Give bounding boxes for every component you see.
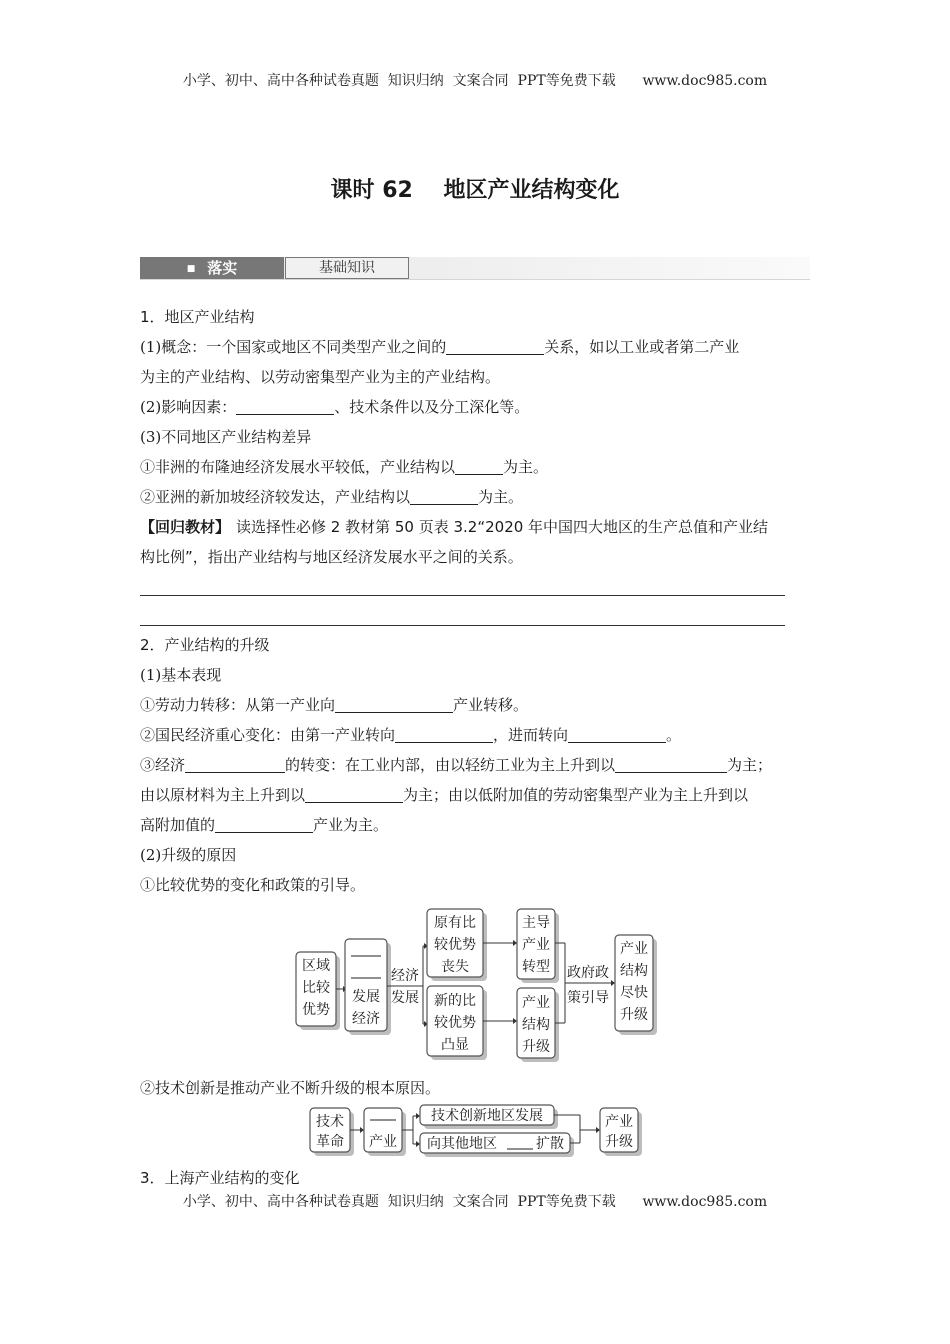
region-text-3: 优势	[302, 1002, 330, 1018]
upgrade-text-4: 升级	[620, 1007, 648, 1023]
textbook-review-line-1	[140, 512, 812, 542]
dev-text-1: 发展	[352, 989, 380, 1005]
text: 、技术条件以及分工深化等。	[334, 398, 530, 416]
answer-blank[interactable]	[236, 396, 334, 415]
ind-text-3: 升级	[522, 1039, 550, 1055]
dev-text-2: 经济	[352, 1011, 380, 1027]
s2-transform-line	[140, 750, 812, 780]
section-2	[140, 630, 812, 900]
lead-text-1: 主导	[522, 915, 550, 931]
ind-text-2: 结构	[522, 1017, 550, 1033]
text: 由以原材料为主上升到以	[140, 786, 306, 804]
s2-basic-line: (1)基本表现	[140, 666, 222, 684]
new-text-2: 较优势	[434, 1015, 476, 1031]
region-text-2: 比较	[302, 980, 330, 996]
s1-burundi-line	[140, 452, 812, 482]
banner-label-light: 基础知识	[285, 257, 409, 279]
lead-text-3: 转型	[522, 959, 550, 975]
new-text-3: 凸显	[441, 1037, 469, 1053]
econdev-text-2: 发展	[391, 990, 419, 1006]
tech-innovation-diagram	[305, 1104, 645, 1160]
s2-reason-1-line: ①比较优势的变化和政策的引导。	[140, 876, 366, 894]
text: 的转变：在工业内部，由以轻纺工业为主上升到以	[285, 756, 616, 774]
answer-line[interactable]	[140, 625, 785, 626]
text: 为主。	[478, 488, 524, 506]
text: ①劳动力转移：从第一产业向	[140, 696, 336, 714]
policy-text-1: 政府政	[567, 965, 609, 981]
upgrade-text-2: 结构	[620, 963, 648, 979]
tech-region-text: 技术创新地区发展	[431, 1108, 543, 1124]
new-text-1: 新的比	[434, 993, 476, 1009]
s2-highvalue-line	[140, 810, 812, 840]
text: ③经济	[140, 756, 186, 774]
section-1-heading: 1．地区产业结构	[140, 308, 255, 326]
industry-text: 产业	[369, 1134, 397, 1150]
answer-blank[interactable]	[185, 754, 285, 773]
text: ②国民经济重心变化：由第一产业转向	[140, 726, 396, 744]
upgrade-text-1: 产业	[620, 941, 648, 957]
section-2-heading: 2．产业结构的升级	[140, 636, 270, 654]
text: 高附加值的	[140, 816, 216, 834]
answer-blank[interactable]	[410, 486, 478, 505]
upgrade-flow-diagram	[290, 906, 670, 1066]
banner-dark-text: 落实	[207, 259, 238, 277]
econdev-text-1: 经济	[391, 968, 419, 984]
text: (2)影响因素：	[140, 398, 237, 416]
answer-blank[interactable]	[395, 724, 493, 743]
page-header: 小学、初中、高中各种试卷真题 知识归纳 文案合同 PPT等免费下载 www.doc985.com	[182, 73, 768, 89]
region-text-1: 区域	[302, 958, 330, 974]
tech-text-1: 技术	[316, 1114, 344, 1130]
text: 关系，如以工业或者第二产业	[544, 338, 740, 356]
answer-blank[interactable]	[455, 456, 503, 475]
text: (1)概念：一个国家或地区不同类型产业之间的	[140, 338, 447, 356]
diffusion-text-b: 扩散	[536, 1136, 564, 1152]
textbook-review-label: 【回归教材】	[140, 518, 231, 536]
page-title: 课时 62 地区产业结构变化	[330, 178, 620, 203]
answer-blank[interactable]	[335, 694, 453, 713]
text: 。	[666, 726, 682, 744]
text: 为主；	[727, 756, 773, 774]
lead-text-2: 产业	[522, 937, 550, 953]
answer-blank[interactable]	[568, 724, 666, 743]
up-text-2: 升级	[605, 1134, 633, 1150]
s2-reason-2	[140, 1073, 812, 1103]
text: 产业为主。	[313, 816, 389, 834]
diffusion-text-a: 向其他地区	[427, 1136, 497, 1152]
tech-text-2: 革命	[316, 1134, 344, 1150]
text: ①非洲的布隆迪经济发展水平较低，产业结构以	[140, 458, 456, 476]
answer-blank[interactable]	[615, 754, 727, 773]
answer-blank[interactable]	[215, 814, 313, 833]
square-bullet-icon: ■	[186, 264, 196, 274]
ind-text-1: 产业	[522, 995, 550, 1011]
section-1	[140, 302, 812, 572]
answer-line[interactable]	[140, 595, 785, 596]
text: 为主；由以低附加值的劳动密集型产业为主上升到以	[403, 786, 749, 804]
text: ②亚洲的新加坡经济较发达，产业结构以	[140, 488, 411, 506]
section-banner	[140, 257, 810, 280]
answer-blank[interactable]	[446, 336, 544, 355]
s2-material-line	[140, 780, 812, 810]
orig-text-2: 较优势	[434, 937, 476, 953]
text: 读选择性必修 2 教材第 50 页表 3.2“2020 年中国四大地区的生产总值和产业结	[236, 518, 769, 536]
policy-text-2: 策引导	[567, 990, 609, 1006]
s1-diff-line: (3)不同地区产业结构差异	[140, 428, 312, 446]
s2-labor-line	[140, 690, 812, 720]
s2-reason-line: (2)升级的原因	[140, 846, 237, 864]
upgrade-text-3: 尽快	[620, 985, 648, 1001]
s1-concept-line-2: 为主的产业结构、以劳动密集型产业为主的产业结构。	[140, 368, 501, 386]
up-text-1: 产业	[605, 1114, 633, 1130]
s1-singapore-line	[140, 482, 812, 512]
answer-blank[interactable]	[305, 784, 403, 803]
orig-text-1: 原有比	[434, 915, 476, 931]
section-3	[140, 1163, 812, 1193]
page-footer: 小学、初中、高中各种试卷真题 知识归纳 文案合同 PPT等免费下载 www.doc985.com	[182, 1194, 768, 1210]
text: 产业转移。	[453, 696, 529, 714]
s2-economy-line	[140, 720, 812, 750]
text: ，进而转向	[493, 726, 569, 744]
banner-label-dark	[140, 257, 284, 279]
textbook-review-line-2: 构比例”，指出产业结构与地区经济发展水平之间的关系。	[140, 548, 523, 566]
s1-concept-line	[140, 332, 812, 362]
s2-reason-2-line: ②技术创新是推动产业不断升级的根本原因。	[140, 1079, 441, 1097]
text: 为主。	[503, 458, 549, 476]
orig-text-3: 丧失	[441, 959, 469, 975]
section-3-heading: 3．上海产业结构的变化	[140, 1169, 300, 1187]
s1-factor-line	[140, 392, 812, 422]
